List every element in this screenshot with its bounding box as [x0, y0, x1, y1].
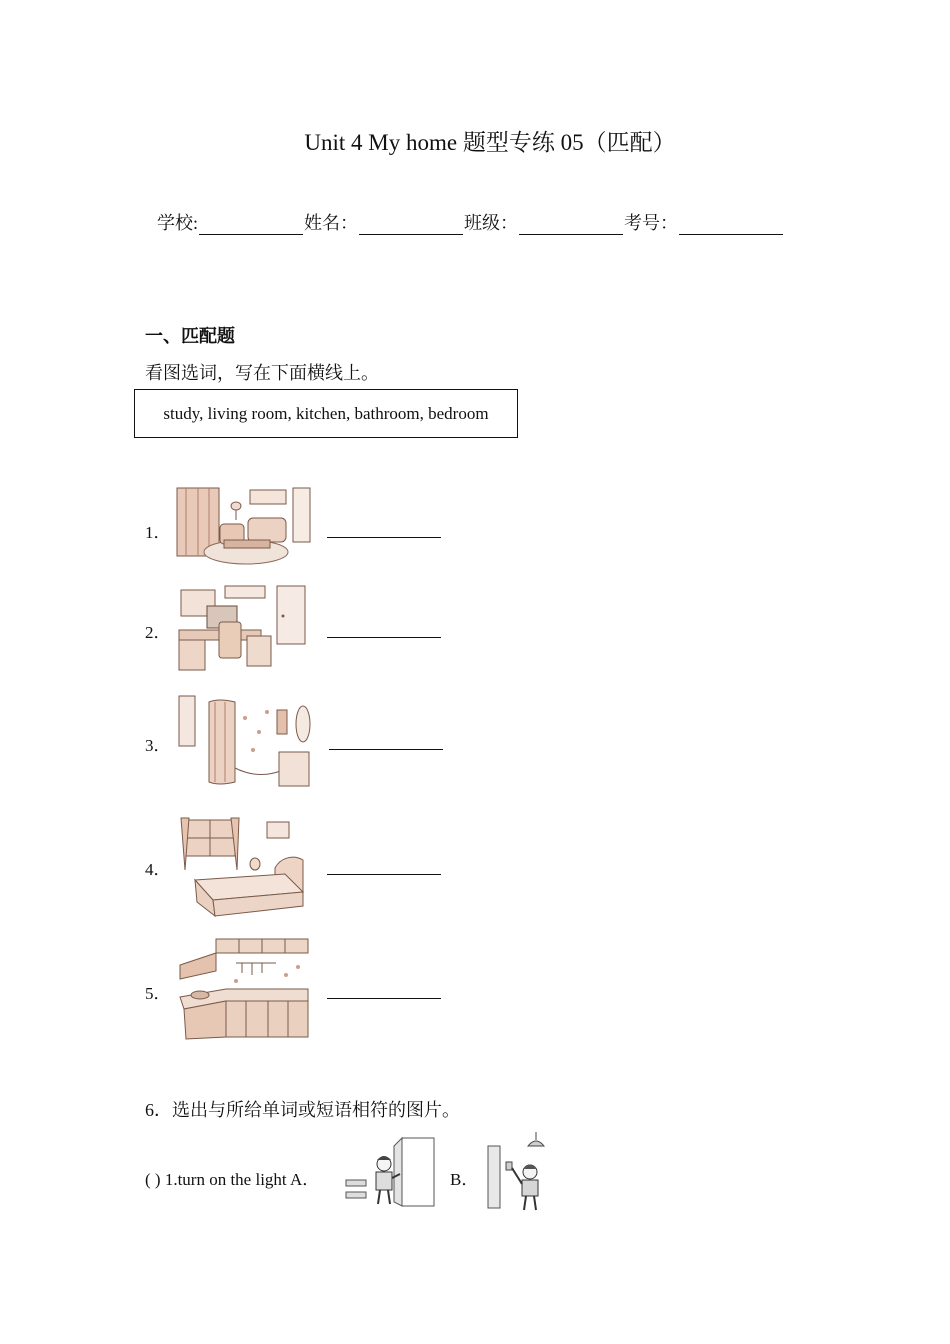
answer-line-5[interactable] — [327, 997, 441, 999]
item-number-5: 5． — [145, 984, 171, 1003]
study-picture — [177, 584, 311, 672]
name-label: 姓名： — [304, 213, 359, 233]
exam-no-blank[interactable] — [679, 216, 783, 235]
page-title: Unit 4 My home 题型专练 05（匹配） — [304, 130, 676, 155]
item-number-3: 3． — [145, 736, 171, 755]
name-blank[interactable] — [359, 216, 463, 235]
item-number-1: 1． — [145, 523, 171, 542]
answer-line-3[interactable] — [329, 748, 443, 750]
word-bank-text: study, living room, kitchen, bathroom, bedroom — [163, 403, 489, 423]
bathroom-picture — [173, 688, 315, 792]
exam-no-label: 考号： — [624, 213, 679, 233]
class-label: 班级： — [464, 213, 519, 233]
section-heading: 一、匹配题 — [145, 326, 235, 347]
question-6-prompt: 6．选出与所给单词或短语相符的图片。 — [145, 1100, 460, 1120]
word-bank-box — [134, 389, 518, 438]
option-a-picture[interactable] — [344, 1136, 436, 1208]
school-label: 学校: — [157, 213, 199, 233]
kitchen-picture — [176, 937, 312, 1041]
class-blank[interactable] — [519, 216, 623, 235]
option-b-picture[interactable] — [486, 1132, 552, 1212]
answer-line-1[interactable] — [327, 536, 441, 538]
bedroom-picture — [175, 814, 313, 918]
item-number-4: 4． — [145, 860, 171, 879]
question-6-item: ( ) 1.turn on the light A． — [145, 1170, 320, 1189]
answer-line-4[interactable] — [327, 873, 441, 875]
instruction-text: 看图选词，写在下面横线上。 — [145, 363, 379, 383]
answer-line-2[interactable] — [327, 636, 441, 638]
school-blank[interactable] — [199, 216, 303, 235]
living-room-picture — [176, 484, 312, 570]
item-number-2: 2． — [145, 623, 171, 642]
student-info-line — [157, 209, 784, 235]
option-b-label: B． — [450, 1170, 479, 1189]
